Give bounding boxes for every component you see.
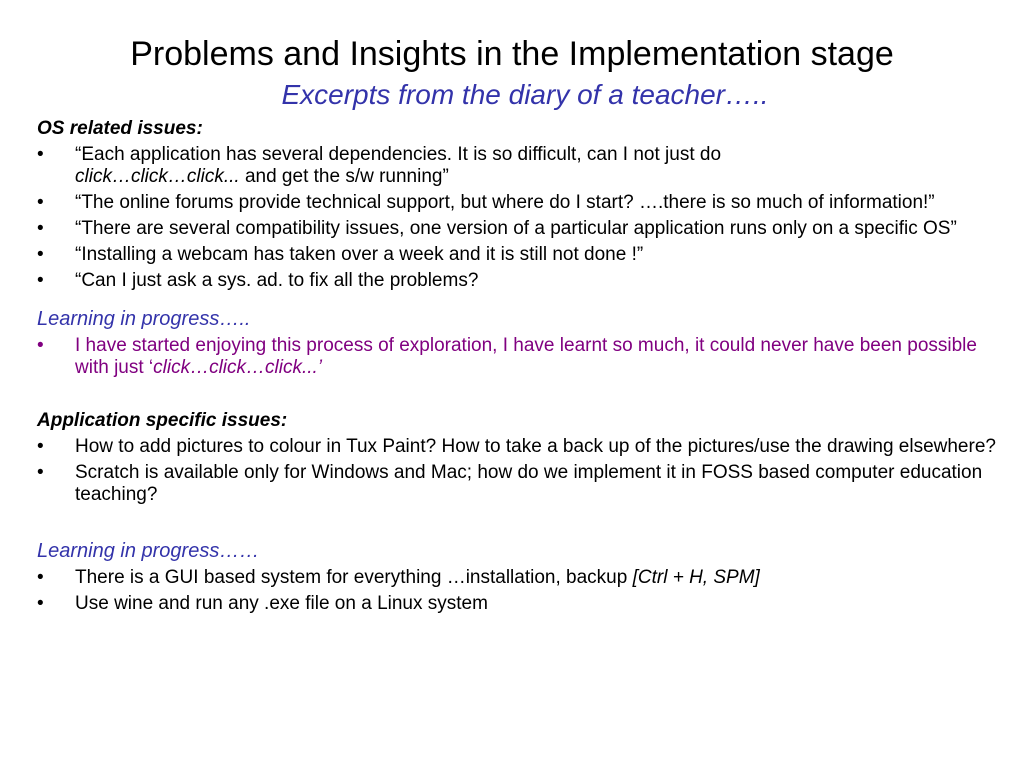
list-item bbox=[37, 436, 1012, 458]
application-issues-list bbox=[37, 436, 1012, 506]
list-item bbox=[37, 218, 1012, 240]
item-text-italic: [Ctrl + H, SPM] bbox=[632, 567, 760, 588]
bullet-icon: • bbox=[37, 244, 44, 265]
item-text: and get the s/w running” bbox=[239, 166, 449, 187]
bullet-icon: • bbox=[37, 335, 44, 356]
bullet-icon: • bbox=[37, 218, 44, 239]
learning-list bbox=[37, 335, 1012, 379]
os-issues-heading: OS related issues: bbox=[37, 118, 203, 139]
list-item bbox=[37, 462, 1012, 506]
os-issues-list bbox=[37, 144, 1012, 292]
item-text: Use wine and run any .exe file on a Linux system bbox=[75, 593, 488, 614]
list-item bbox=[37, 567, 1012, 589]
item-text: “Can I just ask a sys. ad. to fix all the problems? bbox=[75, 270, 479, 291]
application-issues-heading: Application specific issues: bbox=[37, 410, 288, 431]
list-item bbox=[37, 593, 1012, 615]
list-item bbox=[37, 335, 1012, 379]
item-text-italic: click…click…click...’ bbox=[153, 357, 323, 378]
slide-content bbox=[37, 118, 1012, 615]
item-text-italic: click…click…click... bbox=[75, 166, 240, 187]
list-item bbox=[37, 144, 1012, 188]
item-text: There is a GUI based system for everything …installation, backup bbox=[75, 567, 633, 588]
bullet-icon: • bbox=[37, 593, 44, 614]
bullet-icon: • bbox=[37, 567, 44, 588]
item-text: “The online forums provide technical support, but where do I start? ….there is so much of information!” bbox=[75, 192, 935, 213]
item-text: I have started enjoying this process of exploration, I have learnt so much, it could never have been possible with just ‘ bbox=[75, 335, 977, 378]
bullet-icon: • bbox=[37, 270, 44, 291]
slide-subtitle: Excerpts from the diary of a teacher….. bbox=[281, 79, 769, 110]
item-text: “Each application has several dependencies. It is so difficult, can I not just do bbox=[75, 144, 722, 165]
learning-list-2 bbox=[37, 567, 1012, 615]
slide-title: Problems and Insights in the Implementation stage bbox=[130, 35, 894, 73]
list-item bbox=[37, 244, 1012, 266]
item-text: Scratch is available only for Windows and Mac; how do we implement it in FOSS based computer education teaching? bbox=[75, 462, 983, 505]
bullet-icon: • bbox=[37, 436, 44, 457]
bullet-icon: • bbox=[37, 462, 44, 483]
item-text: “Installing a webcam has taken over a week and it is still not done !” bbox=[75, 244, 644, 265]
item-text: “There are several compatibility issues, one version of a particular application runs only on a specific OS” bbox=[75, 218, 957, 239]
bullet-icon: • bbox=[37, 192, 44, 213]
list-item bbox=[37, 270, 1012, 292]
learning-progress-heading-2: Learning in progress…… bbox=[37, 540, 260, 562]
bullet-icon: • bbox=[37, 144, 44, 165]
list-item bbox=[37, 192, 1012, 214]
learning-progress-heading: Learning in progress….. bbox=[37, 308, 251, 330]
item-text: How to add pictures to colour in Tux Paint? How to take a back up of the pictures/use the drawing elsewhere? bbox=[75, 436, 996, 457]
